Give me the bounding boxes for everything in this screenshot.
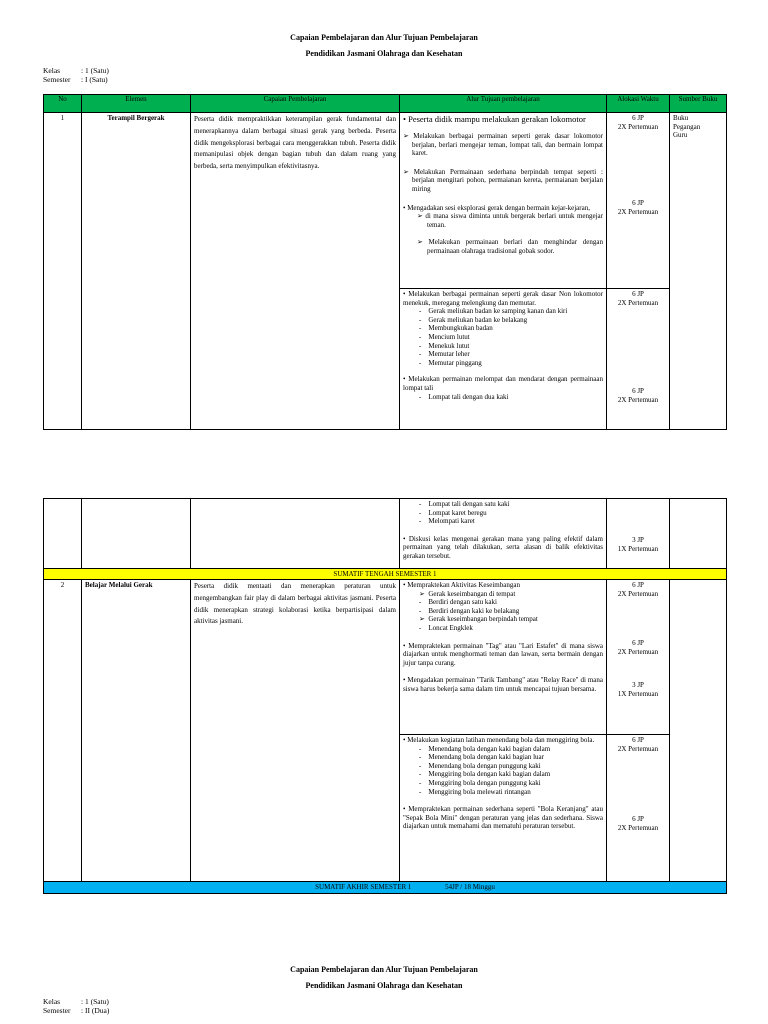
sumatif-akhir-label: SUMATIF AKHIR SEMESTER 1 xyxy=(315,883,412,891)
list-item: - Loncat Engklek xyxy=(419,623,473,632)
row2-alokasi-block1 xyxy=(607,580,670,735)
list-item: ➢ di mana siswa diminta untuk bergerak berlari untuk mengejar teman. xyxy=(417,212,603,229)
list-item: ➢ Gerak keseimbangan berpindah tempat xyxy=(419,615,538,624)
list-item: - Berdiri dengan satu kaki xyxy=(419,598,497,607)
kelas-line-2 xyxy=(43,997,109,1006)
kelas-value: : 1 (Satu) xyxy=(81,997,109,1006)
sumber-line: Buku xyxy=(673,114,689,122)
table-header-row xyxy=(44,95,727,113)
table-row xyxy=(44,580,727,735)
alokasi-jp: 6 JP xyxy=(632,736,644,744)
cont-capaian xyxy=(191,499,400,569)
sumber-line: Pegangan xyxy=(673,122,701,131)
sumatif-tengah-row xyxy=(44,569,727,580)
semester-line xyxy=(43,75,108,84)
row1-capaian: Peserta didik mempraktikkan keterampilan gerak fundamental dan menerapkannya dalam berbagai situasi gerak yang berbeda. Peserta didik mengeksplorasi berbagai cara menggerakkan tubuh. Peserta didik memanipulasi objek dengan bagian tubuh dan dalam ruang yang berbeda, serta menyimpulkan efektivitasnya. xyxy=(191,113,400,430)
list-item: • Melakukan permainan melompat dan mendarat dengan permainaan lompat tali xyxy=(403,375,603,392)
cont-no xyxy=(44,499,82,569)
cont-sumber xyxy=(670,499,727,569)
list-item: • Diskusi kelas mengenai gerakan mana yang paling efektif dalam permainan yang telah dilakukan, serta alasan di balik efektivitas gerakan tersebut. xyxy=(403,534,603,560)
alokasi-pertemuan: 2X Pertemuan xyxy=(617,744,659,753)
row2-elemen: Belajar Melalui Gerak xyxy=(82,580,191,882)
list-item: - Melompati karet xyxy=(419,517,475,526)
doc-title-2: Capaian Pembelajaran dan Alur Tujuan Pembelajaran xyxy=(290,965,478,974)
kelas-label: Kelas xyxy=(43,997,61,1006)
list-item: • Mengadakan permainan "Tarik Tambang" atau "Relay Race" di mana siswa harus bekerja sama dalam tim untuk mencapai tujuan bersama. xyxy=(403,676,603,693)
list-item: • Melakukan kegiatan latihan menendang bola dan menggiring bola. xyxy=(403,736,595,744)
sumatif-akhir-cell xyxy=(44,882,727,894)
list-item: - Lompat karet beregu xyxy=(419,508,487,517)
semester-label: Semester xyxy=(43,1006,71,1015)
semester-value: : II (Dua) xyxy=(81,1006,110,1015)
doc-subtitle-2: Pendidikan Jasmani Olahraga dan Kesehatan xyxy=(305,981,463,990)
alokasi-pertemuan: 2X Pertemuan xyxy=(617,122,659,131)
row2-no: 2 xyxy=(44,580,82,882)
doc-subtitle: Pendidikan Jasmani Olahraga dan Kesehatan xyxy=(305,49,463,58)
sumatif-tengah-label: SUMATIF TENGAH SEMESTER 1 xyxy=(44,569,727,580)
alokasi-jp: 3 JP xyxy=(632,536,644,544)
list-item: • Mempraktekan permainan "Tag" atau "Lari Estafet" di mana siswa diajarkan untuk menghormati teman dan lawan, serta bermain dengan jujur tanpa curang. xyxy=(403,641,603,667)
cp-atp-table-page1 xyxy=(43,94,727,430)
table-row xyxy=(44,499,727,569)
list-item: • Melakukan berbagai permainan seperti gerak dasar Non lokomotor menekuk, meregang melengkung dan memutar. xyxy=(403,290,603,307)
kelas-label: Kelas xyxy=(43,66,61,75)
row1-alur-block1 xyxy=(400,113,607,289)
row2-sumber xyxy=(670,580,727,882)
alokasi-jp: 6 JP xyxy=(632,199,644,208)
alokasi-pertemuan: 1X Pertemuan xyxy=(617,689,659,698)
list-item: - Gerak meliukan badan ke belakang xyxy=(419,315,528,324)
alokasi-jp: 3 JP xyxy=(632,681,644,690)
list-item: ➢ Melakukan berbagai permainan seperti gerak dasar lokomotor berjalan, berlari mengejar teman, lompat tali, dan bermain lompat karet. xyxy=(403,132,603,158)
alokasi-pertemuan: 2X Pertemuan xyxy=(617,823,659,832)
alokasi-jp: 6 JP xyxy=(632,387,644,396)
alokasi-jp: 6 JP xyxy=(632,114,644,122)
list-item: - Menggiring bola melewati rintangan xyxy=(419,787,531,796)
header-sumber: Sumber Buku xyxy=(670,95,727,113)
row2-alur-block2 xyxy=(400,735,607,882)
header-alur: Alur Tujuan pembelajaran xyxy=(400,95,607,113)
row1-alokasi-block2 xyxy=(607,289,670,430)
sumatif-akhir-row xyxy=(44,882,727,894)
alokasi-jp: 6 JP xyxy=(632,581,644,589)
list-item: ➢ Melakukan permainaan berlari dan menghindar dengan permainaan olahraga tradisional gobak sodor. xyxy=(417,238,603,255)
cont-alokasi xyxy=(607,499,670,569)
alokasi-jp: 6 JP xyxy=(632,290,644,298)
alokasi-pertemuan: 2X Pertemuan xyxy=(617,298,659,307)
cont-alur xyxy=(400,499,607,569)
list-item: - Membungkukan badan xyxy=(419,324,493,333)
list-item: - Memutar leher xyxy=(419,350,470,359)
row2-alur-block1 xyxy=(400,580,607,735)
header-alokasi: Alokasi Waktu xyxy=(607,95,670,113)
row1-alur-block2 xyxy=(400,289,607,430)
cont-elemen xyxy=(82,499,191,569)
list-item: - Lompat tali dengan satu kaki xyxy=(419,500,510,508)
row1-alokasi-block1 xyxy=(607,113,670,289)
list-item: - Menendang bola dengan punggung kaki xyxy=(419,761,541,770)
row2-alokasi-block2 xyxy=(607,735,670,882)
list-item: - Memutar pinggang xyxy=(419,358,482,367)
header-no: No xyxy=(44,95,82,113)
list-item: - Mencium lutut xyxy=(419,332,470,341)
list-item: • Mempraktekan permainan sederhana seperti "Bola Keranjang" atau "Sepak Bola Mini" dengan peraturan yang jelas dan sederhana. Siswa diajarkan untuk memahami dan mematuhi peraturan tersebut. xyxy=(403,805,603,831)
alokasi-pertemuan: 2X Pertemuan xyxy=(617,647,659,656)
kelas-value: : 1 (Satu) xyxy=(81,66,109,75)
list-item: • Mengadakan sesi eksplorasi gerak dengan bermain kejar-kejaran, xyxy=(403,203,590,212)
list-item: ➢ Melakukan Permainaan sederhana berpindah tempat seperti : berjalan mengitari pohon, permaianan kereta, permaianan berjalan miring xyxy=(403,167,603,193)
list-item: - Menggiring bola dengan punggung kaki xyxy=(419,778,541,787)
list-item: • Mempraktekan Aktivitas Keseimbangan xyxy=(403,581,520,589)
header-elemen: Elemen xyxy=(82,95,191,113)
row1-no: 1 xyxy=(44,113,82,430)
list-item: - Menggiring bola dengan kaki bagian dalam xyxy=(419,770,551,779)
alokasi-pertemuan: 2X Pertemuan xyxy=(617,589,659,598)
list-item: ➢ Gerak keseimbangan di tempat xyxy=(419,589,516,598)
alokasi-pertemuan: 2X Pertemuan xyxy=(617,207,659,216)
semester-value: : I (Satu) xyxy=(81,75,108,84)
total-jp: 54JP / 18 Minggu xyxy=(445,883,495,891)
doc-title: Capaian Pembelajaran dan Alur Tujuan Pembelajaran xyxy=(290,33,478,42)
row1-elemen: Terampil Bergerak xyxy=(82,113,191,430)
alokasi-pertemuan: 1X Pertemuan xyxy=(617,544,659,553)
alokasi-pertemuan: 2X Pertemuan xyxy=(617,395,659,404)
kelas-line xyxy=(43,66,109,75)
semester-label: Semester xyxy=(43,75,71,84)
list-item: - Lompat tali dengan dua kaki xyxy=(419,392,509,401)
list-item: • Peserta didik mampu melakukan gerakan lokomotor xyxy=(403,114,586,124)
list-item: - Menendang bola dengan kaki bagian luar xyxy=(419,753,544,762)
table-row xyxy=(44,113,727,289)
list-item: - Menendang bola dengan kaki bagian dalam xyxy=(419,744,551,753)
list-item: - Gerak meliukan badan ke samping kanan dan kiri xyxy=(419,307,568,316)
semester-line-2 xyxy=(43,1006,109,1015)
row1-sumber xyxy=(670,113,727,430)
row2-capaian: Peserta didik mentaati dan menerapkan peraturan untuk mengembangkan fair play di dalam berbagai aktivitas jasmani. Peserta didik menerapkan strategi kolaborasi ketika berpartisipasi dalam aktivitas jasmani. xyxy=(191,580,400,882)
list-item: - Berdiri dengan kaki ke belakang xyxy=(419,606,520,615)
list-item: - Menekuk lutut xyxy=(419,341,470,350)
alokasi-jp: 6 JP xyxy=(632,639,644,648)
alokasi-jp: 6 JP xyxy=(632,815,644,824)
header-capaian: Capaian Pembelajaran xyxy=(191,95,400,113)
cp-atp-table-page2 xyxy=(43,498,727,894)
sumber-line: Guru xyxy=(673,131,688,140)
